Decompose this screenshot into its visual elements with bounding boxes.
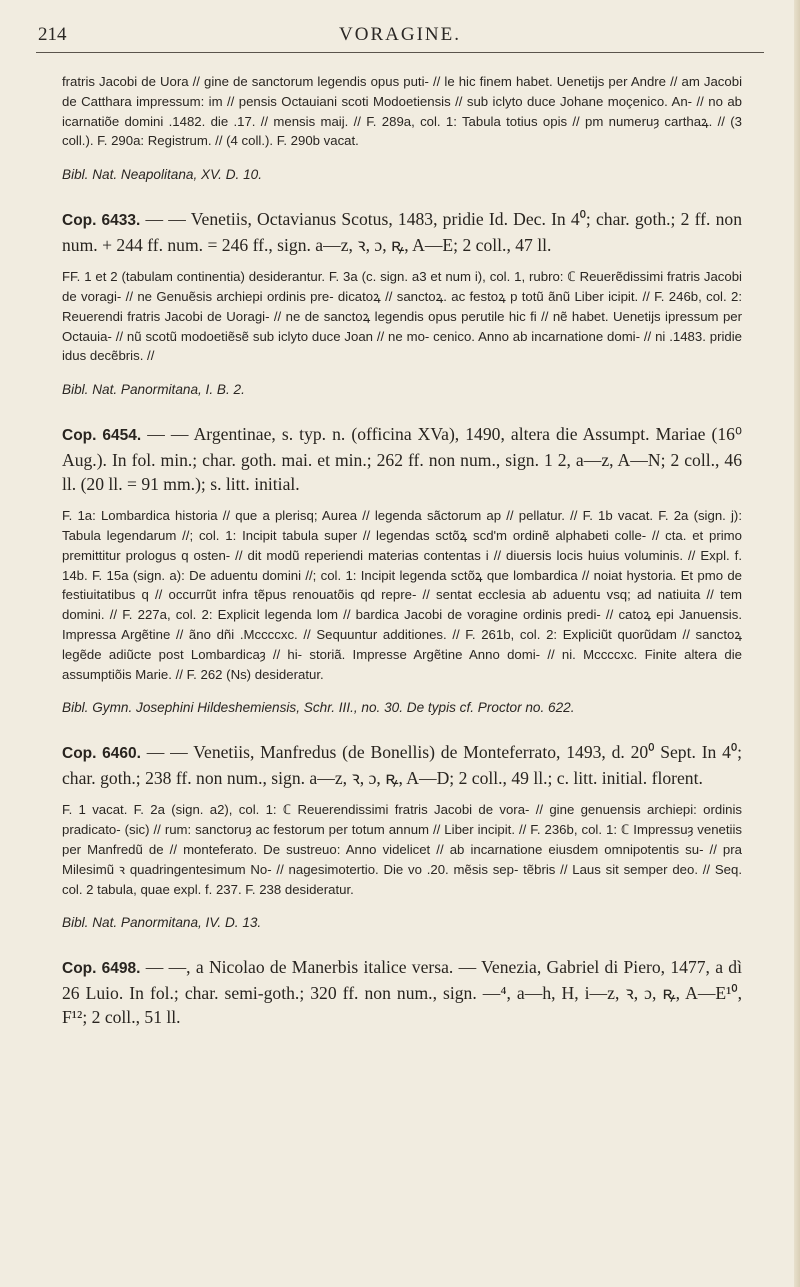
- page-edge-shadow: [794, 0, 800, 1287]
- entry-6454: [62, 422, 742, 718]
- entry-heading: [62, 422, 742, 496]
- entry-bibliography: Bibl. Nat. Panormitana, I. B. 2.: [62, 382, 245, 398]
- page-header: [0, 18, 800, 48]
- entry-heading: [62, 740, 742, 790]
- header-rule: [36, 52, 764, 53]
- entry-description: F. 1a: Lombardica historia // que a plerisq; Aurea // legenda sãctorum ap // pellatur. // F. 1b vacat. F. 2a (sign. j): Tabula legendarum //; col. 1: Incipit tabula super // legendas sctõꝝ scd'm ordinẽ alphabeti colle- // cta. et primo premittitur prologus q osten- // dit modũ reperiendi materias contentas i // diuersis locis huius voluminis. // Expl. f. 14b. F. 15a (sign. a): De aduentu domini //; col. 1: Incipit legenda sctõꝝ que lombardica // noiat hystoria. Et pmo de festiuitatibus q // occurrũt infra tẽpus renouatõis qd repre- // sentat ecclesia ab aduentu vsq; ad natiuita // tem domini. // F. 227a, col. 2: Explicit legenda lom // bardica Jacobi de voragine ordinis predi- // catoꝝ epi Januensis. Impressa Argẽtine // ãno dñi .Mccccxc. // Sequuntur additiones. // F. 261b, col. 2: Expliciũt quorũdam // sanctoꝝ legẽde adiũcte post Lombardicaȝ // hi- storiã. Impresse Argẽtine Anno domi- // ni. Mccccxc. Finite altera die assumptiõis Marie. // F. 262 (Ns) desideratur.: [62, 508, 742, 682]
- entry-bibliography: Bibl. Gymn. Josephini Hildeshemiensis, Schr. III., no. 30. De typis cf. Proctor no. 622.: [62, 700, 575, 716]
- page-body: [62, 72, 742, 1039]
- entry-heading: [62, 207, 742, 257]
- entry-description: F. 1 vacat. F. 2a (sign. a2), col. 1: ℂ Reuerendissimi fratris Jacobi de vora- // gine genuensis archiepi: ordinis pradicato- (sic) // rum: sanctoruȝ ac festorum per totum annum // Liber incipit. // F. 236b, col. 1: ℂ Impressuȝ venetiis per Manfredũ de // monteferato. De sustreuo: Anno videlicet // ab incarnatione eiusdem omnipotentis su- // pra Milesimũ ꝛ quadringentesimum No- // nagesimotertio. Die vo .20. mẽsis sep- tẽbris // Laus sit semper deo. // Seq. col. 2 tabula, quae expl. f. 237. F. 238 desideratur.: [62, 802, 742, 897]
- entry-number: Cop. 6498.: [62, 960, 141, 978]
- entry-heading-text: — —, a Nicolao de Manerbis italice versa. — Venezia, Gabriel di Piero, 1477, a dì 26 Luio. In fol.; char. semi-goth.; 320 ff. non num., sign. —⁴, a—h, H, i—z, ꝛ, ɔ, ꝶ, A—E¹⁰, F¹²; 2 coll., 51 ll.: [62, 957, 742, 1028]
- entry-6498: [62, 955, 742, 1029]
- entry-number: Cop. 6460.: [62, 745, 141, 763]
- entry-heading-text: — — Venetiis, Octavianus Scotus, 1483, pridie Id. Dec. In 4⁰; char. goth.; 2 ff. non num. + 244 ff. num. = 246 ff., sign. a—z, ꝛ, ɔ, ꝶ, A—E; 2 coll., 47 ll.: [62, 209, 742, 256]
- intro-bibliography: Bibl. Nat. Neapolitana, XV. D. 10.: [62, 167, 262, 183]
- intro-paragraph: fratris Jacobi de Uora // gine de sanctorum legendis opus puti- // le hic finem habet. Uenetijs per Andre // am Jacobi de Catthara impressum: im // pensis Octauiani scoti Modoetiensis // sub iclyto duce Johane moçenico. An- // no ab icarnatiõe domini .1482. die .17. // mensis maij. // F. 289a, col. 1: Tabula totius opis // pm numeruȝ carthaꝝ. // (3 coll.). F. 290a: Registrum. // (4 coll.). F. 290b vacat.: [62, 74, 742, 149]
- entry-number: Cop. 6454.: [62, 427, 142, 445]
- entry-6433: [62, 207, 742, 400]
- entry-heading-text: — — Venetiis, Manfredus (de Bonellis) de Monteferrato, 1493, d. 20⁰ Sept. In 4⁰; char. goth.; 238 ff. non num., sign. a—z, ꝛ, ɔ, ꝶ, A—D; 2 coll., 49 ll.; c. litt. initial. florent.: [62, 742, 742, 789]
- running-title: VORAGINE.: [339, 24, 461, 45]
- entry-heading-text: — — Argentinae, s. typ. n. (officina XVa), 1490, altera die Assumpt. Mariae (16⁰ Aug.). In fol. min.; char. goth. mai. et min.; 262 ff. non num., sign. 1 2, a—z, A—N; 2 coll., 46 ll. (20 ll. = 91 mm.); s. litt. initial.: [62, 424, 743, 495]
- entry-heading: [62, 955, 742, 1029]
- page-number: 214: [38, 24, 67, 45]
- entry-6460: [62, 740, 742, 933]
- entry-number: Cop. 6433.: [62, 212, 141, 230]
- entry-bibliography: Bibl. Nat. Panormitana, IV. D. 13.: [62, 915, 262, 931]
- entry-description: FF. 1 et 2 (tabulam continentia) desiderantur. F. 3a (c. sign. a3 et num i), col. 1, rubro: ℂ Reuerẽdissimi fratris Jacobi de voragi- // ne Genuẽsis archiepi ordinis pre- dicatoꝝ // sanctoꝝ. ac festoꝝ p totũ ãnũ Liber icipit. // F. 246b, col. 2: Reuerendi fratris Jacobi de Uoragi- // ne de sanctoꝝ legendis opus perutile hic fi // nẽ habet. Uenetijs ipressum per Octauia- // nũ scotũ modoetiẽsẽ sub iclyto duce Joan // ne mo- cenico. Anno ab incarnatione domi- // ni .1483. pridie idus decẽbris. //: [62, 269, 742, 364]
